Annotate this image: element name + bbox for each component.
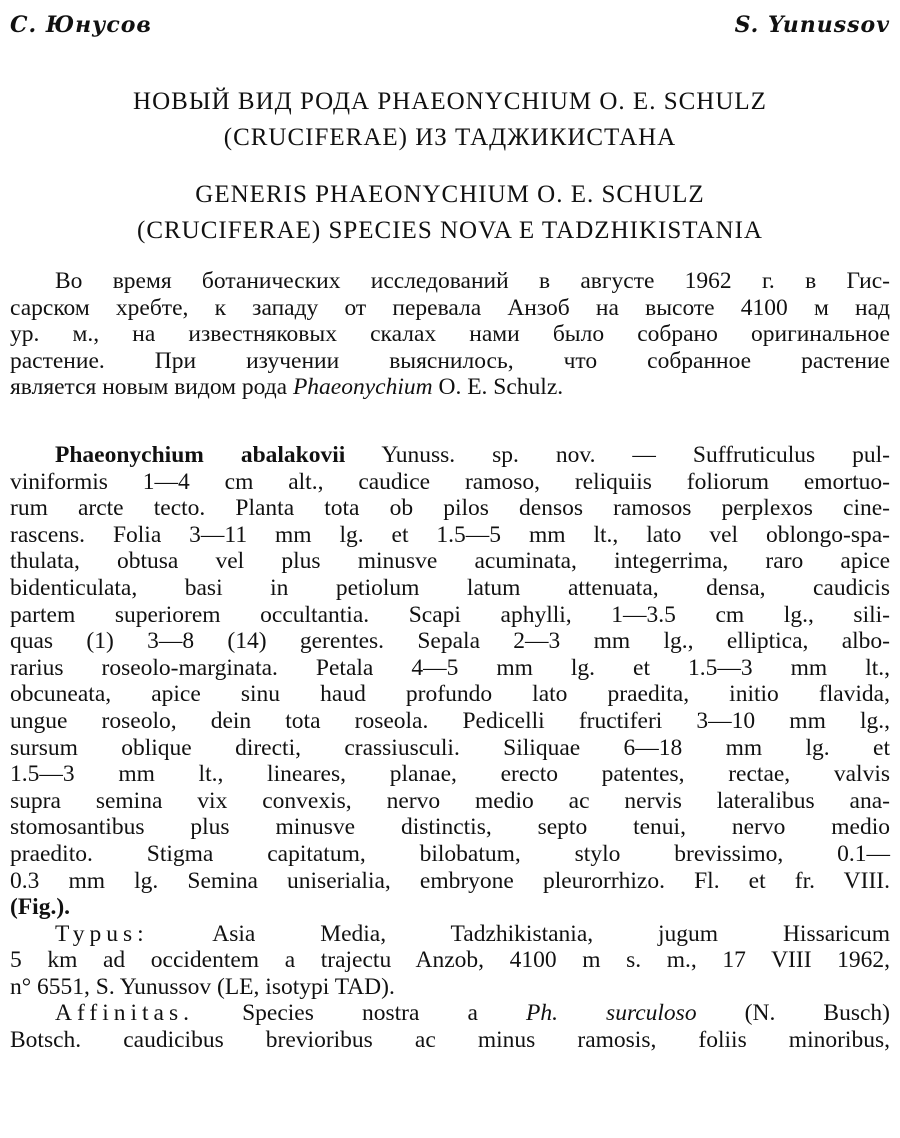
diagnosis-line: rascens. Folia 3—11 mm lg. et 1.5—5 mm lt., lato vel oblongo-spa- [10, 521, 890, 548]
diagnosis-line: rarius roseolo-marginata. Petala 4—5 mm lg. et 1.5—3 mm lt., [10, 654, 890, 681]
intro-line: Во время ботанических исследований в августе 1962 г. в Гис- [55, 268, 890, 294]
affinitas-text: (N. Busch) [696, 1000, 890, 1027]
diagnosis-line: (Fig.). [10, 894, 71, 921]
diagnosis-line: 1.5—3 mm lt., lineares, planae, erecto patentes, rectae, valvis [10, 761, 890, 788]
typus-text: Asia Media, Tadzhikistania, jugum Hissaricum [148, 920, 890, 947]
diagnosis-line [10, 868, 890, 895]
title-la-line-2: (CRUCIFERAE) SPECIES NOVA E TADZHIKISTANIA [137, 217, 763, 244]
diagnosis-line: partem superiorem occultantia. Scapi aphylli, 1—3.5 cm lg., sili- [10, 601, 890, 628]
affinitas-text: Species nostra a [194, 1000, 526, 1027]
diagnosis-text: Yunuss. sp. nov. — Suffruticulus pul- [345, 442, 891, 468]
intro-line: растение. При изучении выяснилось, что собранное растение [10, 347, 890, 374]
intro-paragraph [10, 268, 890, 401]
title-ru-line-2: (CRUCIFERAE) ИЗ ТАДЖИКИСТАНА [223, 124, 677, 151]
diagnosis-paragraph [10, 442, 890, 1054]
diagnosis-line: praedito. Stigma capitatum, bilobatum, stylo brevissimo, 0.1— [10, 840, 890, 867]
diagnosis-text: 0.3 mm lg. Semina uniserialia, embryone pleurorrhizo. Fl. et fr. VIII. [10, 867, 890, 894]
intro-line: сарском хребте, к западу от перевала Анзоб на высоте 4100 м над [10, 294, 890, 321]
diagnosis-line: bidenticulata, basi in petiolum latum attenuata, densa, caudicis [10, 574, 890, 601]
intro-text: O. E. Schulz. [432, 374, 564, 401]
diagnosis-line: supra semina vix convexis, nervo medio ac nervis lateralibus ana- [10, 787, 890, 814]
species-name: Phaeonychium abalakovii [55, 442, 346, 468]
title-la-line-1: GENERIS PHAEONYCHIUM O. E. SCHULZ [195, 181, 705, 208]
genus-name: Phaeonychium [292, 374, 433, 401]
affinitas-label: Affinitas. [55, 1000, 194, 1027]
affinitas-line [10, 1000, 890, 1027]
intro-line: ур. м., на известняковых скалах нами было собрано оригинальное [10, 321, 890, 348]
typus-label: Typus: [55, 920, 149, 947]
title-russian [10, 84, 890, 156]
title-ru-line-1: НОВЫЙ ВИД РОДА PHAEONYCHIUM O. E. SCHULZ [133, 88, 767, 115]
diagnosis-line: stomosantibus plus minusve distinctis, septo tenui, nervo medio [10, 814, 890, 841]
typus-line: 5 km ad occidentem a trajectu Anzob, 4100 m s. m., 17 VIII 1962, [10, 947, 890, 974]
affinitas-line: Botsch. caudicibus brevioribus ac minus ramosis, foliis minoribus, [10, 1027, 890, 1054]
diagnosis-line [10, 442, 890, 469]
header-author-la: S. Yunussov [734, 12, 890, 38]
intro-text: является новым видом рода [10, 374, 293, 401]
diagnosis-line: quas (1) 3—8 (14) gerentes. Sepala 2—3 mm lg., elliptica, albo- [10, 628, 890, 655]
diagnosis-line: thulata, obtusa vel plus minusve acuminata, integerrima, raro apice [10, 548, 890, 575]
diagnosis-line: ungue roseolo, dein tota roseola. Pedicelli fructiferi 3—10 mm lg., [10, 707, 890, 734]
typus-line [10, 921, 890, 948]
running-header [10, 12, 890, 46]
diagnosis-line: sursum oblique directi, crassiusculi. Siliquae 6—18 mm lg. et [10, 734, 890, 761]
header-author-ru: С. Юнусов [10, 12, 152, 38]
diagnosis-line: rum arcte tecto. Planta tota ob pilos densos ramosos perplexos cine- [10, 495, 890, 522]
related-species-name: Ph. surculoso [525, 1000, 697, 1027]
diagnosis-line: viniformis 1—4 cm alt., caudice ramoso, reliquiis foliorum emortuo- [10, 468, 890, 495]
typus-line: n° 6551, S. Yunussov (LE, isotypi TAD). [10, 973, 395, 1000]
diagnosis-line: obcuneata, apice sinu haud profundo lato praedita, initio flavida, [10, 681, 890, 708]
title-latin [10, 177, 890, 249]
intro-line [10, 374, 890, 401]
